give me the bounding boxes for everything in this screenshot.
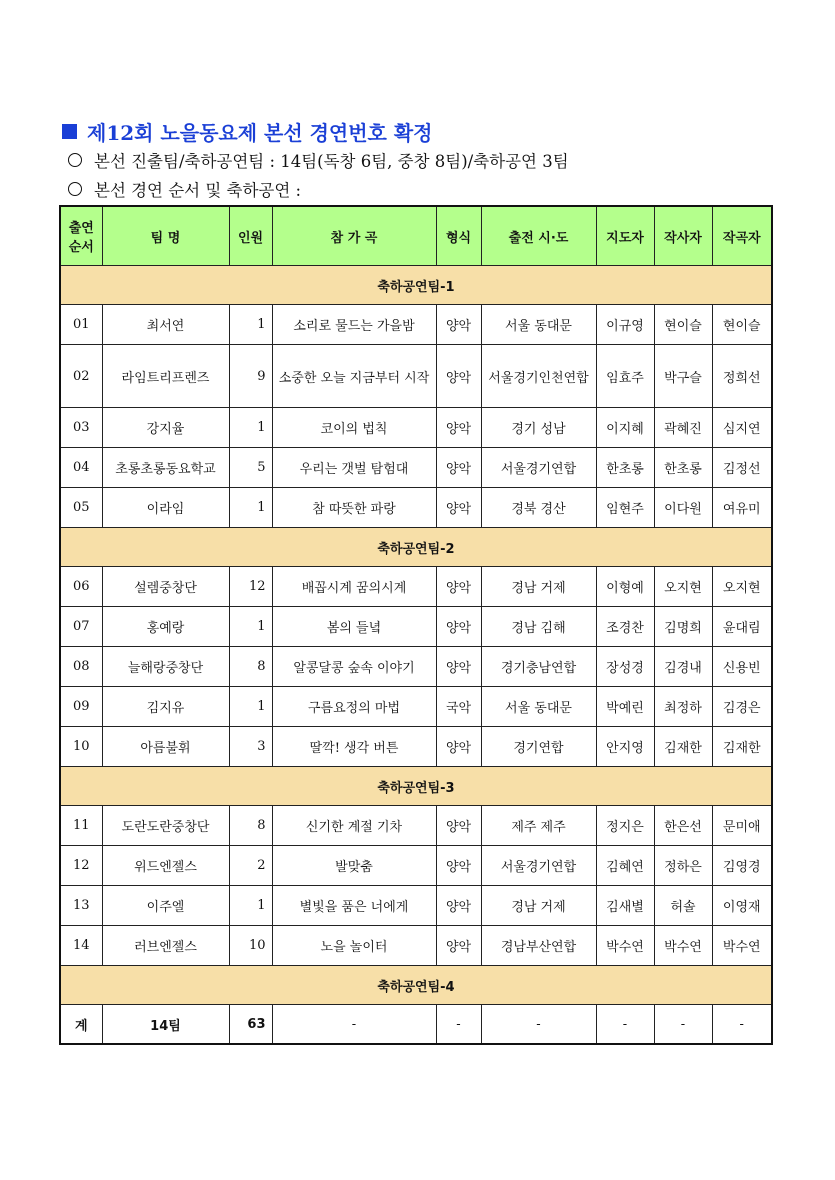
cell-people: 1: [229, 408, 272, 448]
cell-director: 박예린: [596, 687, 654, 727]
circle-bullet-icon: [68, 182, 82, 196]
cell-composer: 김영경: [712, 846, 772, 886]
header-lyricist: 작사자: [654, 206, 712, 266]
cell-region: 경북 경산: [481, 488, 596, 528]
total-song: -: [272, 1005, 436, 1045]
page-title: [62, 117, 432, 146]
cell-no: 05: [60, 488, 102, 528]
cell-people: 1: [229, 488, 272, 528]
cell-director: 한초롱: [596, 448, 654, 488]
total-type: -: [436, 1005, 481, 1045]
total-region: -: [481, 1005, 596, 1045]
cell-type: 양악: [436, 408, 481, 448]
cell-composer: 윤대림: [712, 607, 772, 647]
cell-type: 양악: [436, 727, 481, 767]
summary-bullet: [68, 148, 569, 172]
cell-region: 제주 제주: [481, 806, 596, 846]
cell-song: 딸깍! 생각 버튼: [272, 727, 436, 767]
total-teams: 14팀: [102, 1005, 229, 1045]
section-label: 축하공연팀-2: [60, 528, 772, 567]
total-label: 계: [60, 1005, 102, 1045]
header-order: 출연 순서: [60, 206, 102, 266]
cell-team: 아름불휘: [102, 727, 229, 767]
cell-team: 위드엔젤스: [102, 846, 229, 886]
cell-lyricist: 오지현: [654, 567, 712, 607]
cell-composer: 오지현: [712, 567, 772, 607]
section-label: 축하공연팀-3: [60, 767, 772, 806]
cell-type: 양악: [436, 607, 481, 647]
cell-team: 이라임: [102, 488, 229, 528]
cell-lyricist: 현이슬: [654, 305, 712, 345]
cell-composer: 정희선: [712, 345, 772, 408]
cell-no: 08: [60, 647, 102, 687]
order-text: 본선 경연 순서 및 축하공연 :: [94, 181, 302, 200]
cell-people: 5: [229, 448, 272, 488]
cell-lyricist: 이다원: [654, 488, 712, 528]
cell-type: 양악: [436, 926, 481, 966]
table-row: [60, 806, 772, 846]
total-people: 63: [229, 1005, 272, 1045]
cell-team: 이주엘: [102, 886, 229, 926]
cell-region: 경남부산연합: [481, 926, 596, 966]
cell-song: 코이의 법칙: [272, 408, 436, 448]
header-people: 인원: [229, 206, 272, 266]
cell-region: 경기 성남: [481, 408, 596, 448]
cell-people: 8: [229, 647, 272, 687]
square-bullet-icon: [62, 124, 77, 139]
cell-lyricist: 최정하: [654, 687, 712, 727]
cell-people: 1: [229, 886, 272, 926]
table-row: [60, 345, 772, 408]
cell-type: 양악: [436, 647, 481, 687]
cell-song: 발맞춤: [272, 846, 436, 886]
cell-composer: 문미애: [712, 806, 772, 846]
header-composer: 작곡자: [712, 206, 772, 266]
total-lyricist: -: [654, 1005, 712, 1045]
table-row: [60, 886, 772, 926]
cell-song: 별빛을 품은 너에게: [272, 886, 436, 926]
table-header-row: [60, 206, 772, 266]
page-title-text: 제12회 노을동요제 본선 경연번호 확정: [87, 121, 433, 145]
table-row: [60, 846, 772, 886]
table-row: [60, 647, 772, 687]
table-row: [60, 488, 772, 528]
cell-people: 10: [229, 926, 272, 966]
cell-lyricist: 정하은: [654, 846, 712, 886]
cell-song: 소리로 물드는 가을밤: [272, 305, 436, 345]
header-song: 참 가 곡: [272, 206, 436, 266]
cell-composer: 김정선: [712, 448, 772, 488]
cell-director: 김혜연: [596, 846, 654, 886]
table-row: [60, 448, 772, 488]
cell-region: 서울경기인천연합: [481, 345, 596, 408]
cell-people: 1: [229, 305, 272, 345]
cell-song: 신기한 계절 기차: [272, 806, 436, 846]
cell-team: 홍예랑: [102, 607, 229, 647]
cell-no: 06: [60, 567, 102, 607]
cell-composer: 현이슬: [712, 305, 772, 345]
summary-text: 본선 진출팀/축하공연팀 : 14팀(독창 6팀, 중창 8팀)/축하공연 3팀: [94, 152, 569, 171]
cell-lyricist: 박수연: [654, 926, 712, 966]
cell-lyricist: 허솔: [654, 886, 712, 926]
cell-no: 02: [60, 345, 102, 408]
cell-region: 경남 거제: [481, 886, 596, 926]
cell-people: 12: [229, 567, 272, 607]
cell-composer: 여유미: [712, 488, 772, 528]
table-row: [60, 727, 772, 767]
cell-region: 서울 동대문: [481, 687, 596, 727]
table-row: [60, 926, 772, 966]
cell-director: 김새별: [596, 886, 654, 926]
cell-people: 1: [229, 607, 272, 647]
cell-type: 양악: [436, 345, 481, 408]
section-row: [60, 528, 772, 567]
table-row: [60, 305, 772, 345]
header-type: 형식: [436, 206, 481, 266]
cell-no: 10: [60, 727, 102, 767]
cell-composer: 김재한: [712, 727, 772, 767]
cell-region: 서울 동대문: [481, 305, 596, 345]
cell-lyricist: 김경내: [654, 647, 712, 687]
total-composer: -: [712, 1005, 772, 1045]
cell-composer: 신용빈: [712, 647, 772, 687]
cell-song: 노을 놀이터: [272, 926, 436, 966]
cell-team: 설렘중창단: [102, 567, 229, 607]
cell-type: 양악: [436, 886, 481, 926]
cell-type: 양악: [436, 305, 481, 345]
cell-team: 라임트리프렌즈: [102, 345, 229, 408]
cell-director: 조경찬: [596, 607, 654, 647]
cell-no: 09: [60, 687, 102, 727]
cell-team: 도란도란중창단: [102, 806, 229, 846]
cell-team: 초롱초롱동요학교: [102, 448, 229, 488]
cell-no: 12: [60, 846, 102, 886]
cell-region: 경남 거제: [481, 567, 596, 607]
cell-people: 1: [229, 687, 272, 727]
header-team: 팀 명: [102, 206, 229, 266]
cell-no: 11: [60, 806, 102, 846]
cell-type: 양악: [436, 846, 481, 886]
cell-type: 양악: [436, 448, 481, 488]
header-region: 출전 시·도: [481, 206, 596, 266]
cell-no: 03: [60, 408, 102, 448]
table-row: [60, 607, 772, 647]
table-row: [60, 687, 772, 727]
section-row: [60, 966, 772, 1005]
cell-director: 이형예: [596, 567, 654, 607]
section-row: [60, 266, 772, 305]
section-label: 축하공연팀-1: [60, 266, 772, 305]
cell-song: 구름요정의 마법: [272, 687, 436, 727]
cell-director: 임현주: [596, 488, 654, 528]
section-row: [60, 767, 772, 806]
cell-region: 경기연합: [481, 727, 596, 767]
cell-composer: 이영재: [712, 886, 772, 926]
cell-composer: 김경은: [712, 687, 772, 727]
table-row: [60, 567, 772, 607]
performance-order-table: [59, 205, 773, 1045]
cell-team: 러브엔젤스: [102, 926, 229, 966]
cell-lyricist: 김재한: [654, 727, 712, 767]
cell-lyricist: 곽혜진: [654, 408, 712, 448]
cell-type: 양악: [436, 567, 481, 607]
cell-lyricist: 박구슬: [654, 345, 712, 408]
total-director: -: [596, 1005, 654, 1045]
cell-composer: 심지연: [712, 408, 772, 448]
header-director: 지도자: [596, 206, 654, 266]
cell-song: 우리는 갯벌 탐험대: [272, 448, 436, 488]
cell-region: 경기충남연합: [481, 647, 596, 687]
cell-lyricist: 한초롱: [654, 448, 712, 488]
table-body: [60, 266, 772, 1045]
cell-team: 김지유: [102, 687, 229, 727]
cell-director: 박수연: [596, 926, 654, 966]
cell-no: 13: [60, 886, 102, 926]
cell-song: 소중한 오늘 지금부터 시작: [272, 345, 436, 408]
cell-director: 안지영: [596, 727, 654, 767]
cell-song: 참 따뜻한 파랑: [272, 488, 436, 528]
cell-director: 임효주: [596, 345, 654, 408]
cell-song: 알콩달콩 숲속 이야기: [272, 647, 436, 687]
cell-lyricist: 한은선: [654, 806, 712, 846]
cell-composer: 박수연: [712, 926, 772, 966]
cell-region: 경남 김해: [481, 607, 596, 647]
cell-song: 봄의 들녘: [272, 607, 436, 647]
cell-song: 배꼽시계 꿈의시계: [272, 567, 436, 607]
cell-region: 서울경기연합: [481, 846, 596, 886]
cell-team: 강지율: [102, 408, 229, 448]
table-row: [60, 408, 772, 448]
circle-bullet-icon: [68, 153, 82, 167]
cell-team: 최서연: [102, 305, 229, 345]
cell-region: 서울경기연합: [481, 448, 596, 488]
total-row: [60, 1005, 772, 1045]
cell-type: 양악: [436, 488, 481, 528]
cell-people: 3: [229, 727, 272, 767]
cell-director: 이지혜: [596, 408, 654, 448]
cell-no: 01: [60, 305, 102, 345]
cell-people: 2: [229, 846, 272, 886]
order-bullet: [68, 177, 301, 201]
cell-director: 정지은: [596, 806, 654, 846]
cell-type: 국악: [436, 687, 481, 727]
cell-type: 양악: [436, 806, 481, 846]
cell-team: 늘해랑중창단: [102, 647, 229, 687]
cell-no: 07: [60, 607, 102, 647]
section-label: 축하공연팀-4: [60, 966, 772, 1005]
cell-lyricist: 김명희: [654, 607, 712, 647]
cell-people: 8: [229, 806, 272, 846]
cell-director: 장성경: [596, 647, 654, 687]
cell-director: 이규영: [596, 305, 654, 345]
cell-no: 04: [60, 448, 102, 488]
cell-people: 9: [229, 345, 272, 408]
cell-no: 14: [60, 926, 102, 966]
